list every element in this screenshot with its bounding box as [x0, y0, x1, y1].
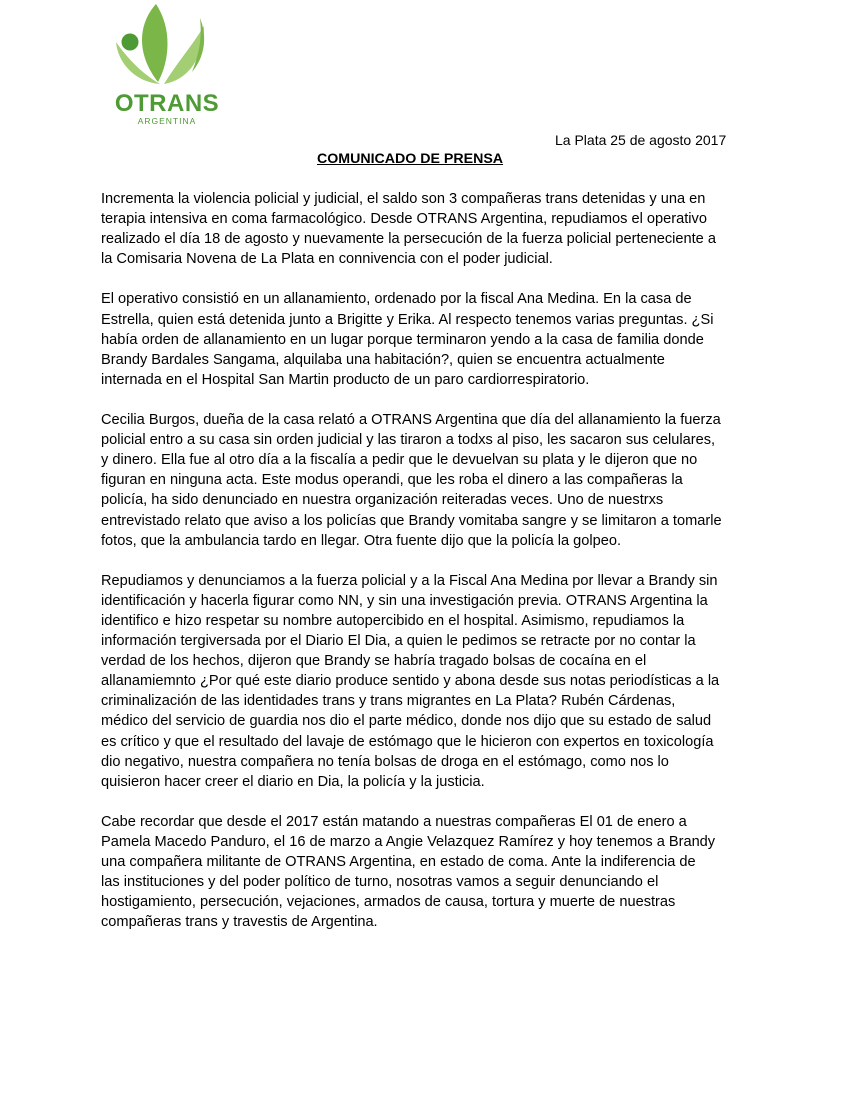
paragraph-line: información tergiversada por el Diario El Dia, a quien le pedimos se retracte por no contar la [101, 633, 696, 650]
paragraph-line: criminalización de las identidades trans y trans migrantes en La Plata? Rubén Cárdenas, [101, 693, 676, 710]
paragraph-line: verdad de los hechos, dijeron que Brandy se habría tragado bolsas de cocaína en el [101, 653, 647, 670]
paragraph-line: Repudiamos y denunciamos a la fuerza policial y a la Fiscal Ana Medina por llevar a Brandy sin [101, 572, 718, 589]
paragraph-line: realizado el día 18 de agosto y nuevamente la persecución de la fuerza policial perteneciente a [101, 231, 716, 248]
paragraph-line: policial entro a su casa sin orden judicial y las tiraron a todxs al piso, les sacaron sus celulares, [101, 432, 716, 449]
paragraph-line: quisieron hacer creer el diario en Dia, la policía y la justicia. [101, 773, 485, 790]
paragraph-line: hostigamiento, persecución, vejaciones, armados de causa, tortura y muerte de nuestras [101, 894, 676, 911]
paragraph-1 [101, 189, 761, 269]
paragraph-line: había orden de allanamiento en un lugar porque terminaron yendo a la casa de familia donde [101, 331, 704, 348]
otrans-logo [108, 2, 226, 128]
paragraph-line: compañeras trans y travestis de Argentina. [101, 914, 378, 931]
paragraph-line: identificación y hacerla figurar como NN, y sin una investigación previa. OTRANS Argentina la [101, 592, 708, 609]
paragraph-line: entrevistado relato que aviso a los policías que Brandy vomitaba sangre y se limitaron a tomarle [101, 512, 722, 529]
paragraph-line: Cecilia Burgos, dueña de la casa relató a OTRANS Argentina que día del allanamiento la fuerza [101, 412, 721, 429]
paragraph-line: Estrella, quien está detenida junto a Brigitte y Erika. Al respecto tenemos varias preguntas. ¿Si [101, 311, 714, 328]
date-line: La Plata 25 de agosto 2017 [555, 132, 727, 148]
paragraph-line: una compañera militante de OTRANS Argentina, en estado de coma. Ante la indiferencia de [101, 854, 696, 871]
paragraph-line: figuran en ninguna acta. Este modus operandi, que les roba el dinero a las compañeras la [101, 472, 683, 489]
paragraph-line: Cabe recordar que desde el 2017 están matando a nuestras compañeras El 01 de enero a [101, 813, 687, 830]
logo-name: OTRANS [114, 90, 220, 117]
paragraph-line: y dinero. Ella fue al otro día a la fiscalía a pedir que le devuelvan su plata y le dijeron que no [101, 452, 698, 469]
paragraph-line: internada en el Hospital San Martin producto de un paro cardiorrespiratorio. [101, 371, 590, 388]
paragraph-line: identifico e hizo respetar su nombre autopercibido en el hospital. Asimismo, repudiamos la [101, 612, 685, 629]
paragraph-5 [101, 812, 761, 933]
paragraph-line: terapia intensiva en coma farmacológico. Desde OTRANS Argentina, repudiamos el operativo [101, 211, 707, 228]
paragraph-line: fotos, que la ambulancia tardo en llegar. Otra fuente dijo que la policía la golpeo. [101, 532, 622, 549]
logo-subtitle: ARGENTINA [137, 116, 197, 126]
paragraph-3 [101, 410, 761, 551]
press-release-heading: COMUNICADO DE PRENSA [317, 151, 504, 167]
paragraph-line: Pamela Macedo Panduro, el 16 de marzo a Angie Velazquez Ramírez y hoy tenemos a Brandy [101, 834, 716, 850]
paragraph-line: Brandy Bardales Sangama, alquilaba una habitación?, quien se encuentra actualmente [101, 351, 665, 368]
paragraph-line: dio negativo, nuestra compañera no tenía bolsas de droga en el estómago, como nos lo [101, 753, 669, 770]
paragraph-line: Incrementa la violencia policial y judicial, el saldo son 3 compañeras trans detenidas y una en [101, 191, 706, 207]
paragraph-line: es crítico y que el resultado del lavaje de estómago que le hicieron con expertos en toxicología [101, 733, 714, 750]
paragraph-2 [101, 289, 761, 389]
paragraph-line: policía, ha sido denunciado en nuestra organización reiteradas veces. Uno de nuestrxs [101, 492, 664, 509]
leaf-person-icon [108, 2, 226, 94]
paragraph-line: médico del servicio de guardia nos dio el parte médico, donde nos dijo que su estado de salud [101, 713, 712, 730]
document-body [101, 189, 761, 953]
paragraph-4 [101, 571, 761, 792]
paragraph-line: allanamiemnto ¿Por qué este diario produce sentido y abona desde sus notas periodísticas a la [101, 673, 720, 690]
paragraph-line: la Comisaria Novena de La Plata en connivencia con el poder judicial. [101, 251, 553, 268]
paragraph-line: El operativo consistió en un allanamiento, ordenado por la fiscal Ana Medina. En la casa de [101, 291, 692, 308]
paragraph-line: las instituciones y del poder político de turno, nosotras vamos a seguir denunciando el [101, 874, 659, 891]
